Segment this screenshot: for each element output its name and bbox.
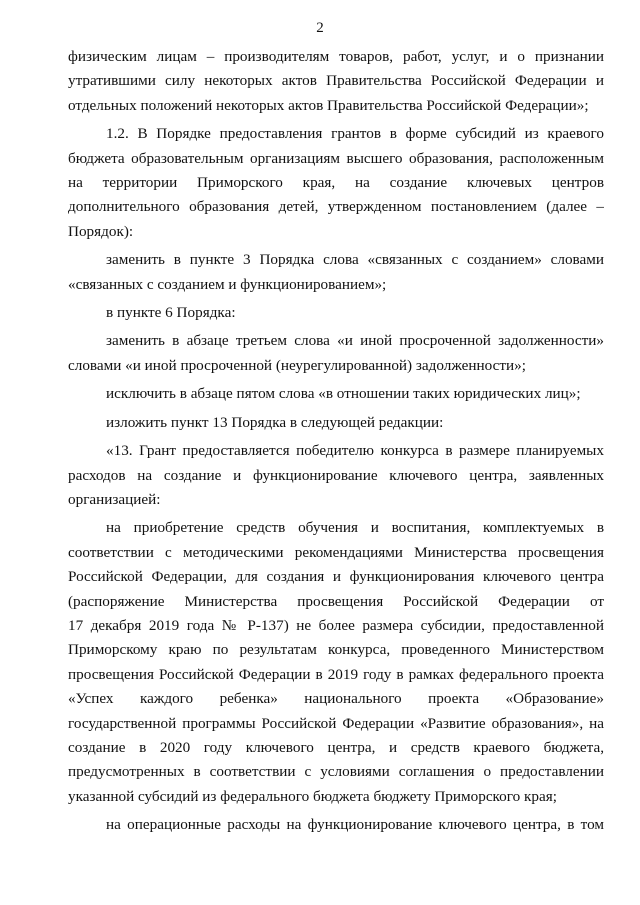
text-line: организацией: — [68, 490, 161, 508]
paragraph — [68, 329, 604, 378]
paragraph — [68, 439, 604, 512]
text-line: заменить в абзаце третьем слова «и иной просроченной задолженности» — [106, 332, 604, 350]
text-line: (распоряжение Министерства просвещения Российской Федерации от — [68, 592, 604, 610]
text-line: изложить пункт 13 Порядка в следующей редакции: — [106, 413, 444, 431]
text-line: Порядок): — [68, 222, 134, 240]
text-line: дополнительного образования детей, утвержденном постановлением (далее – — [68, 198, 604, 216]
paragraph — [68, 382, 604, 406]
paragraph — [68, 248, 604, 297]
text-line: утратившими силу некоторых актов Правительства Российской Федерации и — [68, 72, 604, 90]
text-line: в пункте 6 Порядка: — [106, 304, 236, 322]
text-line: «связанных с созданием и функционированием»; — [68, 275, 387, 293]
text-line: предусмотренных в соответствии с условиями соглашения о предоставлении — [68, 763, 604, 781]
text-line: бюджета образовательным организациям высшего образования, расположенным — [68, 149, 604, 167]
text-line: государственной программы Российской Федерации «Развитие образования», на — [68, 714, 604, 732]
text-line: соответствии с методическими рекомендациями Министерства просвещения — [68, 543, 604, 561]
text-line: на территории Приморского края, на создание ключевых центров — [68, 174, 604, 192]
document-body — [68, 45, 604, 838]
text-line: отдельных положений некоторых актов Правительства Российской Федерации»; — [68, 96, 589, 114]
text-line: на операционные расходы на функционирование ключевого центра, в том — [106, 816, 604, 834]
paragraph — [68, 813, 604, 837]
text-line: на приобретение средств обучения и воспитания, комплектуемых в — [106, 519, 604, 537]
text-line: расходов на создание и функционирование ключевого центра, заявленных — [68, 466, 604, 484]
text-line: указанной субсидий из федерального бюджета бюджету Приморского края; — [68, 787, 557, 805]
paragraph — [68, 411, 604, 435]
text-line: 1.2. В Порядке предоставления грантов в форме субсидий из краевого — [106, 125, 604, 143]
text-line: 17 декабря 2019 года № Р-137) не более размера субсидии, предоставленной — [68, 616, 604, 634]
paragraph — [68, 516, 604, 809]
text-line: физическим лицам – производителям товаров, работ, услуг, и о признании — [68, 48, 604, 65]
text-line: просвещения Российской Федерации в 2019 году в рамках федерального проекта — [68, 665, 604, 683]
page-number: 2 — [316, 20, 324, 36]
text-line: словами «и иной просроченной (неурегулированной) задолженности»; — [68, 356, 526, 374]
paragraph — [68, 45, 604, 118]
text-line: создание в 2020 году ключевого центра, и средств краевого бюджета, — [68, 738, 604, 756]
text-line: «13. Грант предоставляется победителю конкурса в размере планируемых — [106, 442, 604, 460]
text-line: «Успех каждого ребенка» национального проекта «Образование» — [68, 690, 604, 708]
text-line: Приморскому краю по результатам конкурса, проведенного Министерством — [68, 641, 604, 659]
text-line: заменить в пункте 3 Порядка слова «связанных с созданием» словами — [106, 251, 604, 269]
text-line: Российской Федерации, для создания и функционирования ключевого центра — [68, 568, 604, 586]
paragraph — [68, 301, 604, 325]
text-line: исключить в абзаце пятом слова «в отношении таких юридических лиц»; — [106, 385, 581, 403]
paragraph — [68, 122, 604, 244]
